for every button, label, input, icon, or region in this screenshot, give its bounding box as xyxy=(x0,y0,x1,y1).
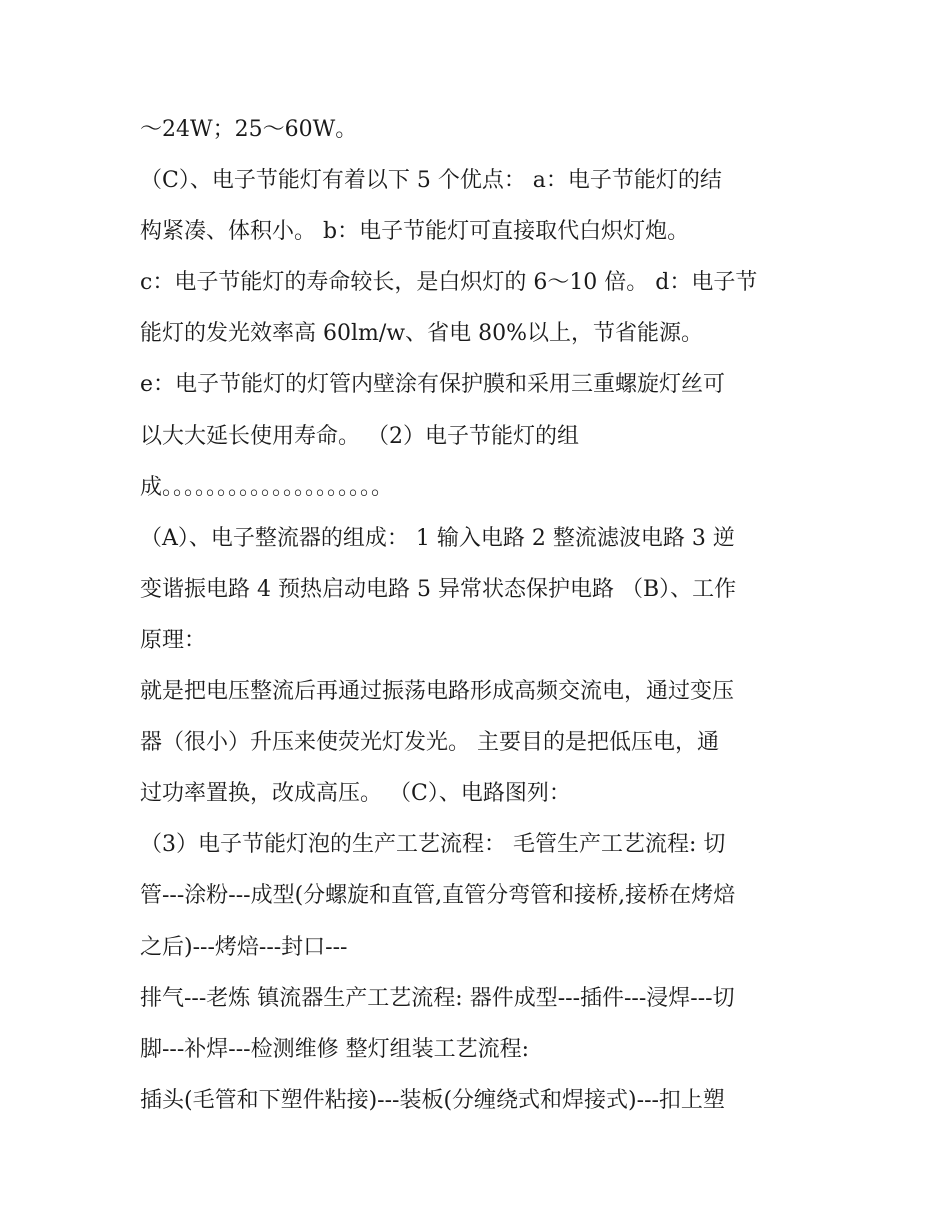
text-line: 排气---老炼 镇流器生产工艺流程: 器件成型---插件---浸焊---切 xyxy=(140,985,735,1011)
text-line: 管---涂粉---成型(分螺旋和直管,直管分弯管和接桥,接桥在烤焙 xyxy=(140,883,736,909)
text-line: （A）、电子整流器的组成： 1 输入电路 2 整流滤波电路 3 逆 xyxy=(140,525,735,551)
text-line: （3）电子节能灯泡的生产工艺流程： 毛管生产工艺流程: 切 xyxy=(140,832,726,858)
text-line: 构紧凑、体积小。 b：电子节能灯可直接取代白炽灯炮。 xyxy=(140,219,690,245)
text-line: 过功率置换，改成高压。 （C）、电路图列： xyxy=(140,781,571,807)
text-line: 以大大延长使用寿命。 （2）电子节能灯的组 xyxy=(140,423,579,449)
text-line: 器（很小）升压来使荧光灯发光。 主要目的是把低压电，通 xyxy=(140,730,719,756)
text-line: 变谐振电路 4 预热启动电路 5 异常状态保护电路 （B）、工作 xyxy=(140,576,737,602)
document-body xyxy=(140,108,830,1130)
text-line: 能灯的发光效率高 60lm/w、省电 80%以上，节省能源。 xyxy=(140,321,704,347)
text-line: （C）、电子节能灯有着以下 5 个优点： a：电子节能灯的结 xyxy=(140,168,722,194)
text-line: ～24W；25～60W。 xyxy=(140,117,358,142)
text-line: 之后)---烤焙---封口--- xyxy=(140,934,348,960)
text-line: c：电子节能灯的寿命较长，是白炽灯的 6～10 倍。 d：电子节 xyxy=(140,270,758,296)
text-line: e：电子节能灯的灯管内壁涂有保护膜和采用三重螺旋灯丝可 xyxy=(140,372,726,398)
text-line: 脚---补焊---检测维修 整灯组装工艺流程: xyxy=(140,1036,530,1062)
text-line: 原理： xyxy=(140,627,207,653)
text-line: 成。。。。。。。。。。。。。。。。。。。。 xyxy=(140,474,394,500)
text-line: 就是把电压整流后再通过振荡电路形成高频交流电，通过变压 xyxy=(140,679,735,705)
text-line: 插头(毛管和下塑件粘接)---装板(分缠绕式和焊接式)---扣上塑 xyxy=(140,1087,725,1113)
